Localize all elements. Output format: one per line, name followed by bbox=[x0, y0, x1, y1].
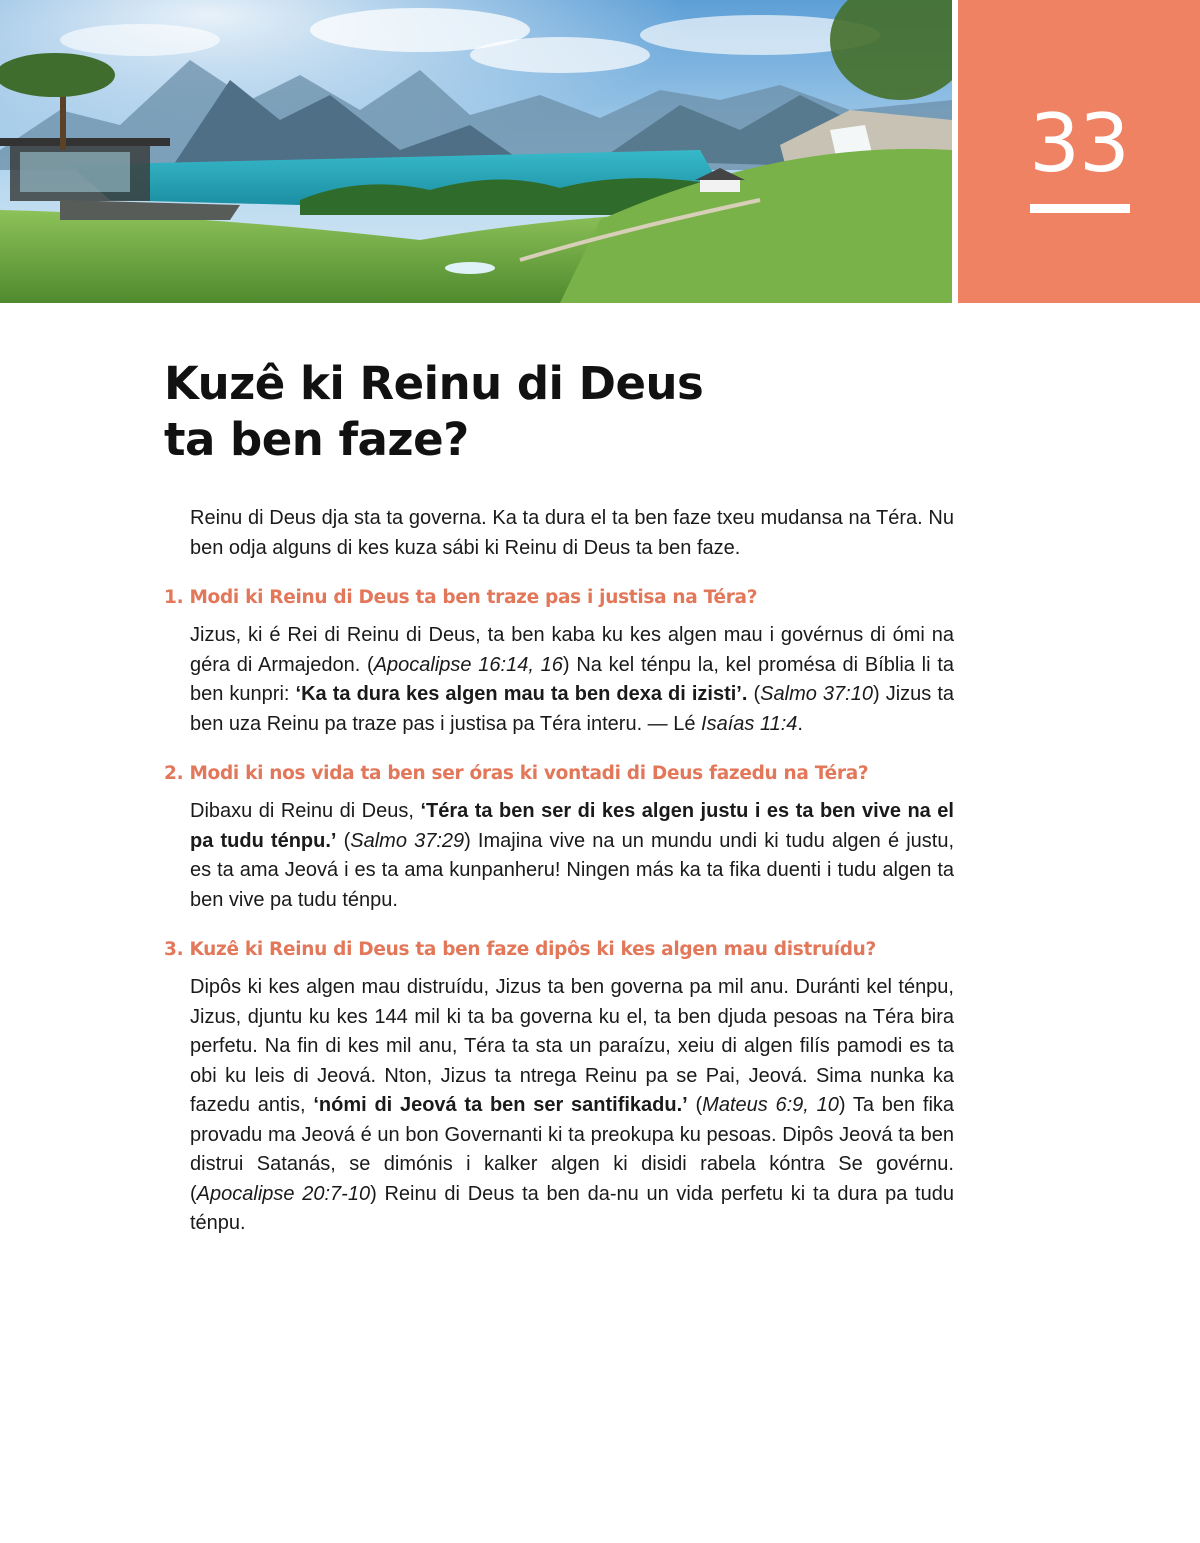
scripture-ref[interactable]: Apocalipse 20:7-10 bbox=[196, 1182, 371, 1205]
scripture-ref[interactable]: Salmo 37:10 bbox=[760, 683, 873, 705]
answer-1: Jizus, ki é Rei di Reinu di Deus, ta ben kaba ku kes algen mau i govérnus di ómi na géra di Armajedon. (Apocalipse 16:14, 16) Na kel ténpu la, kel promésa di Bíblia li ta ben kunpri: ‘Ka ta dura kes algen mau ta ben dexa di izisti’. (Salmo 37:10) Jizus ta ben uza Reinu pa traze pas i justisa pa Téra interu. — Lé Isaías 11:4. bbox=[190, 624, 955, 735]
scripture-ref[interactable]: Salmo 37:29 bbox=[350, 829, 465, 852]
lesson-underline bbox=[1030, 204, 1130, 213]
intro-paragraph: Reinu di Deus dja sta ta governa. Ka ta dura el ta ben faze txeu mudansa na Téra. Nu ben odja alguns di kes kuza sábi ki Reinu di Deus ta ben faze. bbox=[190, 507, 954, 559]
lesson-number-box bbox=[958, 0, 1200, 303]
bible-quote: ‘Téra ta ben ser di kes algen justu i es ta ben vive na el pa tudu ténpu.’ bbox=[190, 800, 954, 852]
answer-2: Dibaxu di Reinu di Deus, ‘Téra ta ben ser di kes algen justu i es ta ben vive na el pa tudu ténpu.’ (Salmo 37:29) Imajina vive na un mundu undi ki tudu algen é justu, es ta ama Jeová i es ta ama kunpanheru! Ningen más ka ta fika duenti i tudu algen ta ben vive pa tudu ténpu. bbox=[190, 800, 954, 911]
page-title bbox=[164, 356, 864, 468]
bible-quote: ‘Ka ta dura kes algen mau ta ben dexa di izisti’. bbox=[295, 683, 748, 705]
scripture-ref[interactable]: Apocalipse 16:14, 16 bbox=[373, 653, 563, 676]
scripture-ref[interactable]: Mateus 6:9, 10 bbox=[702, 1094, 839, 1116]
scripture-ref[interactable]: Isaías 11:4 bbox=[701, 712, 798, 735]
question-2: 2. Modi ki nos vida ta ben ser óras ki vontadi di Deus fazedu na Téra? bbox=[164, 763, 869, 784]
bible-quote: ‘nómi di Jeová ta ben ser santifikadu.’ bbox=[313, 1094, 688, 1116]
paradise-landscape-image bbox=[0, 0, 952, 303]
lesson-number: 33 bbox=[1029, 97, 1129, 190]
title-line-1: Kuzê ki Reinu di Deus bbox=[164, 357, 704, 410]
question-3: 3. Kuzê ki Reinu di Deus ta ben faze dipôs ki kes algen mau distruídu? bbox=[164, 939, 876, 960]
hero-illustration bbox=[0, 0, 952, 303]
lesson-content bbox=[164, 504, 954, 1239]
question-1: 1. Modi ki Reinu di Deus ta ben traze pas i justisa na Téra? bbox=[164, 587, 758, 608]
title-line-2: ta ben faze? bbox=[164, 413, 469, 466]
answer-3: Dipôs ki kes algen mau distruídu, Jizus ta ben governa pa mil anu. Duránti kel ténpu, Jizus, djuntu ku kes 144 mil ki ta ba governa ku el, ta ben djuda pesoas na Téra bira perfetu. Na fin di kes mil anu, Téra ta sta un paraízu, xeiu di algen filís pamodi es ta obi ku leis di Jeová. Nton, Jizus ta ntrega Reinu pa se Pai, Jeová. Sima nunka ka fazedu antis, ‘nómi di Jeová ta ben ser santifikadu.’ (Mateus 6:9, 10) Ta ben fika provadu ma Jeová é un bon Governanti ki ta preokupa ku pesoas. Dipôs Jeová ta ben distrui Satanás, se dimónis i kalker algen ki disidi rabela kóntra Se govérnu. (Apocalipse 20:7-10) Reinu di Deus ta ben da-nu un vida perfetu ki ta dura pa tudu ténpu. bbox=[190, 976, 955, 1234]
